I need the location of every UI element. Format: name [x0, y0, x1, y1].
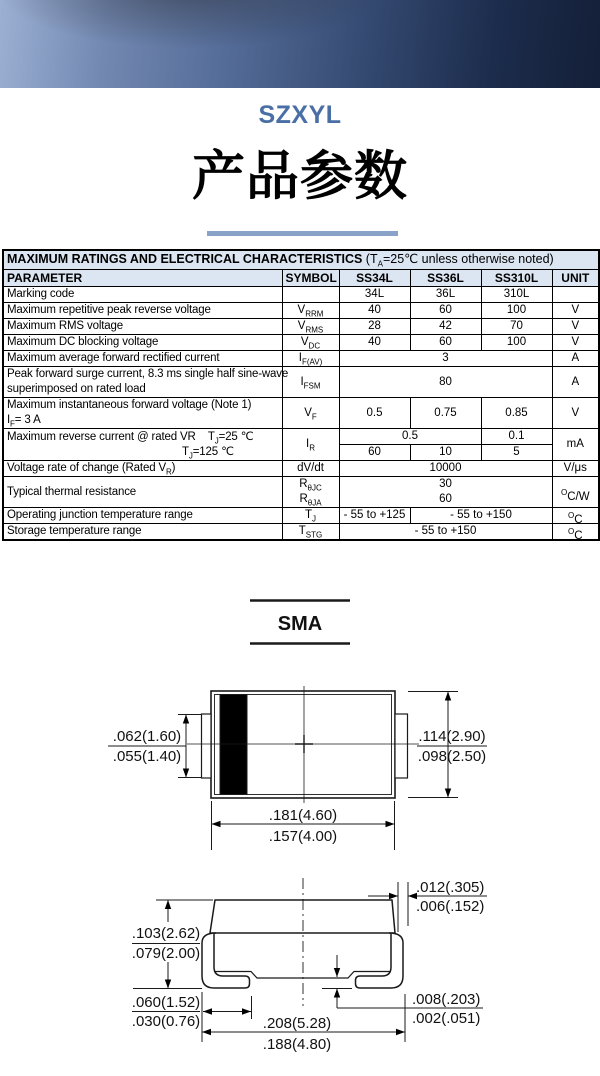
left-j-lead: [202, 933, 250, 988]
top-gradient-banner: [0, 0, 600, 88]
table-cell: Voltage rate of change (Rated $V_R$): [3, 461, 282, 477]
dim-label: .098(2.50): [417, 748, 487, 765]
package-drawings: [0, 588, 600, 1076]
ratings-table-body: [3, 250, 599, 540]
dim-label: .103(2.62): [131, 925, 201, 942]
table-cell: - 55 to +150: [339, 524, 552, 541]
table-cell: V: [552, 303, 599, 319]
table-cell: $I_{F(AV)}$: [282, 351, 339, 367]
table-cell: [282, 287, 339, 303]
table-cell: - 55 to +150: [410, 508, 552, 524]
table-cell: $^O$C/W: [552, 477, 599, 508]
table-cell: $^O$C: [552, 508, 599, 524]
table-row: [3, 477, 599, 508]
dim-label: .060(1.52): [131, 994, 201, 1011]
right-j-lead: [356, 933, 404, 988]
dim-label: .062(1.60): [112, 728, 182, 745]
table-cell: 60: [410, 335, 481, 351]
column-header: SS310L: [481, 270, 552, 287]
table-cell: Maximum instantaneous forward voltage (Note 1) $I_F= 3$ A: [3, 398, 282, 429]
table-cell: 70: [481, 319, 552, 335]
table-cell: mA: [552, 429, 599, 461]
table-cell: 60: [410, 303, 481, 319]
column-header: SYMBOL: [282, 270, 339, 287]
table-cell: V/μs: [552, 461, 599, 477]
table-cell: $T_{STG}$: [282, 524, 339, 541]
dim-label: .030(0.76): [131, 1013, 201, 1030]
table-cell: 310L: [481, 287, 552, 303]
package-side-view: [132, 878, 487, 1053]
table-cell: V: [552, 319, 599, 335]
arrowhead: [396, 1029, 405, 1035]
table-cell: 30 60: [339, 477, 552, 508]
arrowhead: [445, 692, 451, 701]
table-cell: Marking code: [3, 287, 282, 303]
table-cell: 60: [339, 445, 410, 461]
table-cell: 0.75: [410, 398, 481, 429]
arrowhead: [386, 821, 395, 827]
table-cell: $V_{RMS}$: [282, 319, 339, 335]
table-title-row: [3, 250, 599, 270]
dim-label: .008(.203): [412, 991, 481, 1008]
table-cell: V: [552, 398, 599, 429]
table-cell: 0.5: [339, 398, 410, 429]
brand-name: SZXYL: [258, 101, 342, 129]
table-cell: Typical thermal resistance: [3, 477, 282, 508]
table-cell: $I_R$: [282, 429, 339, 461]
table-cell: 0.85: [481, 398, 552, 429]
table-cell: V: [552, 335, 599, 351]
table-cell: Peak forward surge current, 8.3 ms single half sine-wave superimposed on rated load: [3, 367, 282, 398]
dim-label: .055(1.40): [112, 748, 182, 765]
table-cell: 40: [339, 303, 410, 319]
dim-label: .079(2.00): [131, 945, 201, 962]
column-header: PARAMETER: [3, 270, 282, 287]
arrowhead: [212, 821, 221, 827]
dim-label: .208(5.28): [262, 1015, 332, 1032]
cathode-band-mark: [220, 695, 247, 795]
left-lead-tab: [202, 714, 212, 778]
arrowhead: [445, 789, 451, 798]
arrowhead: [202, 1029, 211, 1035]
table-cell: $V_{DC}$: [282, 335, 339, 351]
table-cell: dV/dt: [282, 461, 339, 477]
table-cell: 3: [339, 351, 552, 367]
column-header: SS36L: [410, 270, 481, 287]
table-cell: Maximum DC blocking voltage: [3, 335, 282, 351]
table-cell: 36L: [410, 287, 481, 303]
arrowhead: [334, 968, 340, 977]
package-top-view: [108, 686, 487, 850]
table-cell: 28: [339, 319, 410, 335]
table-row: [3, 335, 599, 351]
arrowhead: [334, 989, 340, 998]
table-row: [3, 461, 599, 477]
dim-label: .157(4.00): [268, 828, 338, 845]
table-cell: 5: [481, 445, 552, 461]
table-cell: 42: [410, 319, 481, 335]
table-cell: 0.1: [481, 429, 552, 445]
table-row: [3, 524, 599, 541]
table-cell: Operating junction temperature range: [3, 508, 282, 524]
table-cell: [552, 287, 599, 303]
dim-label: .114(2.90): [418, 728, 486, 745]
dim-label: .012(.305): [416, 879, 485, 896]
arrowhead: [165, 980, 171, 989]
column-header: SS34L: [339, 270, 410, 287]
table-cell: 80: [339, 367, 552, 398]
arrowhead: [389, 893, 398, 899]
dim-label: .181(4.60): [268, 807, 338, 824]
arrowhead: [165, 900, 171, 909]
table-row: [3, 351, 599, 367]
table-row: [3, 398, 599, 429]
table-row: [3, 367, 599, 398]
table-cell: $R_{\theta JC}$ $R_{\theta JA}$: [282, 477, 339, 508]
table-row: [3, 303, 599, 319]
table-cell: - 55 to +125: [339, 508, 410, 524]
table-header-row: [3, 270, 599, 287]
page-title: 产品参数: [192, 147, 408, 206]
table-row: [3, 429, 599, 445]
arrowhead: [242, 1008, 251, 1014]
table-cell: Maximum RMS voltage: [3, 319, 282, 335]
table-cell: $V_{RRM}$: [282, 303, 339, 319]
dim-label: .188(4.80): [262, 1036, 332, 1053]
table-row: [3, 508, 599, 524]
arrowhead: [203, 1008, 212, 1014]
dim-label: .006(.152): [416, 898, 485, 915]
table-cell: 10000: [339, 461, 552, 477]
table-cell: 100: [481, 303, 552, 319]
dim-label: .002(.051): [412, 1010, 481, 1027]
table-title: MAXIMUM RATINGS AND ELECTRICAL CHARACTERISTICS ($T_A=25℃$ unless otherwise noted): [3, 250, 599, 270]
table-cell: 40: [339, 335, 410, 351]
table-cell: Maximum average forward rectified current: [3, 351, 282, 367]
table-cell: Maximum repetitive peak reverse voltage: [3, 303, 282, 319]
table-cell: Maximum reverse current @ rated VR $T_J=25$ ℃ $T_J=125$ ℃: [3, 429, 282, 461]
table-cell: $I_{FSM}$: [282, 367, 339, 398]
table-cell: $^O$C: [552, 524, 599, 541]
table-cell: 100: [481, 335, 552, 351]
table-cell: $T_J$: [282, 508, 339, 524]
table-row: [3, 287, 599, 303]
arrowhead: [183, 769, 189, 778]
right-lead-tab: [395, 714, 408, 778]
column-header: UNIT: [552, 270, 599, 287]
ratings-table: [2, 249, 600, 541]
title-underline: [207, 231, 398, 236]
table-cell: A: [552, 367, 599, 398]
mold-cap-outline: [210, 900, 395, 933]
table-cell: 0.5: [339, 429, 481, 445]
arrowhead: [183, 715, 189, 724]
table-cell: 34L: [339, 287, 410, 303]
table-cell: Storage temperature range: [3, 524, 282, 541]
table-cell: $V_F$: [282, 398, 339, 429]
table-cell: 10: [410, 445, 481, 461]
table-row: [3, 319, 599, 335]
table-cell: A: [552, 351, 599, 367]
package-name: SMA: [277, 613, 323, 635]
